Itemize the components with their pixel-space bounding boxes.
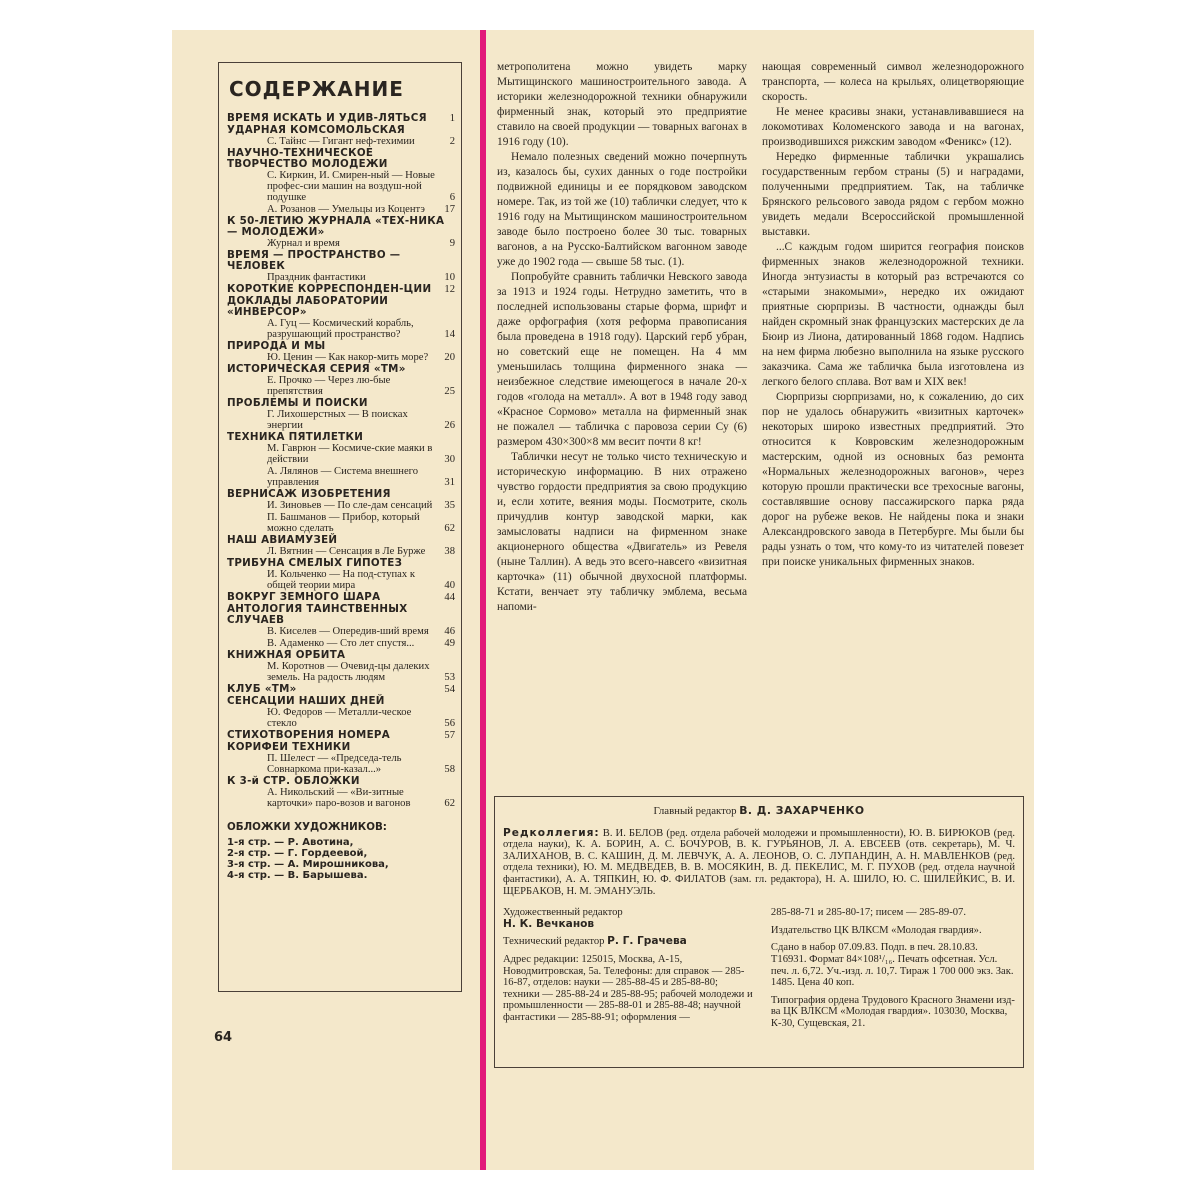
article-paragraph: Не менее красивы знаки, устанавливавшиеся на локомотивах Коломенского завода и на вагонах, производившихся рижским заводом «Феникс» (12). [762,106,1024,148]
toc-page-number: 57 [444,730,455,741]
toc-heading-line [227,604,455,626]
toc-entry [227,776,455,809]
article-paragraph: ...С каждым годом ширится география поисков фирменных знаков железнодорожной техники. Иногда энтузиасты в который раз встречаются со «старыми знакомыми», нередко их ожидают приятные сюрпризы. В частности, однажды был найден скромный знак французских мастерских де ла Бюир из Лиона, датированный 1868 годом. Надпись на нем фирма любезно выполнила на языке русского заказчика. Сама же табличка была изготовлена из легкого белого сплава. Вот вам и XIX век! [762,241,1024,388]
tech-editor-name: Р. Г. Грачева [607,935,687,948]
toc-entry [227,592,455,603]
toc-article-title: Ю. Ценин — Как накор-мить море? [267,352,429,363]
toc-page-number: 62 [444,523,455,534]
toc-section-heading: ВРЕМЯ ИСКАТЬ И УДИВ-ЛЯТЬСЯ [227,112,427,124]
article-paragraph: Таблички несут не только чисто техническую и историческую информацию. В них отражено чувство гордости предприятия за свою продукцию и, если хотите, веяния моды. Посмотрите, сколь причудлив контур заводской марки, как замысловаты надписи на фирменном знаке акционерного общества «Двигатель» из Ревеля (ныне Таллин). А ведь это всего-навсего «визитная карточка» (11) обычной двухосной платформы. Кстати, венчает эту табличку эмблема, весьма напоми- [497,451,747,613]
toc-section-heading: ВРЕМЯ — ПРОСТРАНСТВО — ЧЕЛОВЕК [227,249,401,272]
toc-article-title: П. Шелест — «Председа-тель Совнаркома при-казал...» [267,753,402,775]
toc-entry [227,148,455,203]
toc-page-number: 31 [444,477,455,488]
article-paragraph: Сюрпризы сюрпризами, но, к сожалению, до сих пор не удалось обнаружить «визитных карточек» некоторых широко известных предприятий. Это относится к Ковровским железнодорожным мастерским, одной из основных баз ремонта «Нормальных железнодорожных вагонов», через которую прошли практически все трехосные вагоны, составлявшие основу пассажирского парка ряда дорог на рубеже веков. Не найдены пока и знаки Александровского завода в Петербурге. Мы были бы рады узнать о том, что кому-то из читателей повезет при поиске уникальных фирменных знаков. [762,391,1024,568]
toc-article-title: А. Лялянов — Система внешнего управления [267,466,419,488]
toc-article-title: В. Киселев — Опередив-ший время [267,626,429,637]
toc-entry [227,604,455,637]
article-paragraph: Попробуйте сравнить таблички Невского завода за 1913 и 1924 годы. Нетрудно заметить, что в последней использованы старые форма, шрифт и даже орфография (хотя реформа правописания была проведена в 1918 году). Царский герб убран, но советский еще не помещен. На 4 мм уменьшилась толщина фирменного знака — неизбежное следствие имеющегося в начале 20-х годов «голода на металл». А вот в 1948 году завод «Красное Сормово» металла на фирменный знак не пожалел — табличка с паровоза серии Су (6) размером 430×300×8 мм весит почти 8 кг! [497,271,747,448]
toc-section-heading: ПРОБЛЕМЫ И ПОИСКИ [227,397,368,409]
toc-list [227,113,455,809]
editorial-phones: 285-88-71 и 285-80-17; писем — 285-89-07. [770,907,966,919]
toc-heading-line [227,148,455,170]
toc-article-line [227,170,455,203]
toc-heading-line [227,341,455,352]
toc-section-heading: НАШ АВИАМУЗЕЙ [227,534,338,546]
toc-article-line [227,546,455,557]
toc-page-number: 56 [444,718,455,729]
editorial-board-text: В. И. БЕЛОВ (ред. отдела рабочей молодежи и промышленности), Ю. В. БИРЮКОВ (ред. отдела науки), К. А. БОРИН, А. С. БОЧУРОВ, В. К. ГУРЬЯНОВ, Л. А. ЕВСЕЕВ (отв. секретарь), М. Ч. ЗАЛИХАНОВ, В. С. КАШИН, Д. М. ЛЕВЧУК, А. А. ЛЕОНОВ, О. С. ЛУПАНДИН, А. Н. МАВЛЕНКОВ (ред. отдела техники), Ю. М. МЕДВЕДЕВ, В. В. МОСЯКИН, В. Д. ПЕКЕЛИС, М. Г. ПУХОВ (ред. отдела научной фантастики), А. А. ТЯПКИН, Ю. Ф. ФИЛАТОВ (зам. гл. редактора), Н. А. ШИЛО, Ю. С. ШИЛЕЙКИС, В. И. ЩЕРБАКОВ, Н. М. ЭМАНУЭЛЬ. [503,827,1015,897]
toc-article-line [227,466,455,488]
editorial-left-column [503,907,757,1035]
table-of-contents [218,62,462,992]
toc-entry [227,364,455,397]
toc-page-number: 2 [449,136,455,147]
editorial-publisher: Издательство ЦК ВЛКСМ «Молодая гвардия». [770,924,982,936]
chief-editor-label: Главный редактор [653,805,737,817]
toc-section-heading: К 3-й СТР. ОБЛОЖКИ [227,775,360,787]
toc-entry [227,696,455,729]
toc-heading-line [227,216,455,238]
toc-article-line [227,569,455,591]
toc-entry [227,216,455,249]
toc-article-line [227,661,455,683]
toc-heading-line [227,296,455,318]
toc-section-heading: ВЕРНИСАЖ ИЗОБРЕТЕНИЯ [227,488,391,500]
toc-heading-line [227,364,455,375]
toc-article-title: Г. Лихошерстных — В поисках энергии [267,409,408,431]
toc-article-title: А. Розанов — Умельцы из Коцентэ [267,204,425,215]
toc-heading-line [227,776,455,787]
toc-entry [227,558,455,591]
chief-editor [503,805,1015,818]
toc-article-line [227,443,455,465]
toc-heading-line [227,489,455,500]
article-column-1 [497,60,747,615]
toc-article-title: С. Тайнс — Гигант неф-техимии [267,136,415,147]
toc-entry [227,466,455,488]
toc-article-title: Журнал и время [267,238,340,249]
toc-entry [227,284,455,295]
toc-heading-line [227,650,455,661]
page-number: 64 [214,1030,233,1045]
toc-article-title: М. Коротнов — Очевид-цы далеких земель. На радость людям [267,661,430,683]
toc-page-number: 12 [444,284,455,295]
cover-artist-line: 3-я стр. — А. Мирошникова, [227,859,389,870]
toc-heading-line [227,398,455,409]
toc-article-line [227,626,455,637]
editorial-address: Адрес редакции: 125015, Москва, А-15, Новодмитровская, 5а. Телефоны: для справок — 285-16-87, отделов: науки — 285-88-45 и 285-88-80; техники — 285-88-24 и 285-88-95; рабочей молодежи и промышленности — 285-88-01 и 285-88-48; научной фантастики — 285-88-91; оформления — [503,953,753,1023]
toc-page-number: 17 [444,204,455,215]
editorial-right-column [771,907,1015,1035]
toc-page-number: 58 [444,764,455,775]
toc-article-line [227,787,455,809]
toc-article-title: А. Никольский — «Ви-зитные карточки» паро-возов и вагонов [267,787,411,809]
article-paragraph: нающая современный символ железнодорожного транспорта, — колеса на крыльях, олицетворяющие скорость. [762,61,1024,103]
cover-artist-line: 2-я стр. — Г. Гордеевой, [227,848,368,859]
toc-page-number: 30 [444,454,455,465]
toc-section-heading: ИСТОРИЧЕСКАЯ СЕРИЯ «ТМ» [227,363,406,375]
toc-page-number: 14 [444,329,455,340]
toc-article-line [227,409,455,431]
magazine-page [172,30,1034,1170]
toc-page-number: 35 [444,500,455,511]
toc-entry [227,125,455,147]
toc-section-heading: К 50-ЛЕТИЮ ЖУРНАЛА «ТЕХ-НИКА — МОЛОДЕЖИ» [227,215,445,238]
toc-article-line [227,707,455,729]
toc-section-heading: ДОКЛАДЫ ЛАБОРАТОРИИ «ИНВЕРСОР» [227,295,389,318]
cover-artist-line: 1-я стр. — Р. Авотина, [227,837,354,848]
toc-entry [227,730,455,741]
toc-article-line [227,204,455,215]
article-paragraph: метрополитена можно увидеть марку Мытищинского машиностроительного завода. А историки железнодорожной техники обнаружили фирменный знак, который это предприятие ставило на своей продукции — товарных вагонах в 1916 году (10). [497,61,747,148]
toc-heading-line [227,250,455,272]
toc-article-title: В. Адаменко — Сто лет спустя... [267,638,415,649]
toc-article-line [227,238,455,249]
toc-entry [227,432,455,465]
toc-page-number: 54 [444,684,455,695]
toc-article-line [227,272,455,283]
cover-artists-title: ОБЛОЖКИ ХУДОЖНИКОВ: [227,821,387,833]
toc-section-heading: ТРИБУНА СМЕЛЫХ ГИПОТЕЗ [227,557,403,569]
toc-article-title: М. Гаврюн — Космиче-ские маяки в действии [267,443,433,465]
article-paragraph: Немало полезных сведений можно почерпнуть из, казалось бы, сухих данных о годе постройки подвижной единицы и ее порядковом заводском номере. Так, из той же (10) таблички следует, что к 1916 году на Мытищинском машиностроительном заводе было построено более 30 тыс. товарных вагонов, а на Русско-Балтийском вагонном заводе уже до 1902 года — свыше 58 тыс. (1). [497,151,747,268]
toc-heading-line [227,284,455,295]
toc-entry [227,250,455,283]
toc-section-heading: ТЕХНИКА ПЯТИЛЕТКИ [227,431,364,443]
toc-page-number: 6 [449,192,455,203]
toc-heading-line [227,742,455,753]
toc-section-heading: СЕНСАЦИИ НАШИХ ДНЕЙ [227,695,385,707]
toc-page-number: 9 [449,238,455,249]
toc-article-title: Е. Прочко — Через лю-бые препятствия [267,375,391,397]
editorial-board-label: Редколлегия: [503,826,600,839]
toc-article-line [227,136,455,147]
toc-entry [227,398,455,431]
toc-page-number: 38 [444,546,455,557]
toc-article-title: Праздник фантастики [267,272,366,283]
toc-heading-line [227,558,455,569]
toc-article-title: И. Кольченко — На под-ступах к общей теории мира [267,569,415,591]
editorial-printing-house: Типография ордена Трудового Красного Знамени изд-ва ЦК ВЛКСМ «Молодая гвардия». 103030, Москва, К-30, Сущевская, 21. [770,994,1015,1029]
toc-heading-line [227,113,455,124]
tech-editor [503,936,757,948]
toc-entry [227,204,455,215]
toc-article-title: П. Башманов — Прибор, который можно сделать [267,512,420,534]
art-editor-name: Н. К. Вечканов [503,917,595,930]
toc-entry [227,512,455,534]
toc-heading-line [227,730,455,741]
toc-page-number: 1 [449,113,455,124]
art-editor [503,907,757,930]
toc-entry [227,650,455,683]
toc-section-heading: УДАРНАЯ КОМСОМОЛЬСКАЯ [227,124,406,136]
toc-section-heading: КОРИФЕИ ТЕХНИКИ [227,741,351,753]
toc-entry [227,742,455,775]
toc-entry [227,113,455,124]
toc-entry [227,489,455,511]
toc-section-heading: АНТОЛОГИЯ ТАИНСТВЕННЫХ СЛУЧАЕВ [227,603,408,626]
toc-heading-line [227,535,455,546]
tech-editor-label: Технический редактор [503,936,605,948]
toc-article-title: А. Гуц — Космический корабль, разрушающий пространство? [267,318,414,340]
toc-entry [227,296,455,340]
toc-section-heading: ПРИРОДА И МЫ [227,340,326,352]
toc-article-line [227,375,455,397]
editorial-board [503,828,1015,898]
toc-section-heading: КНИЖНАЯ ОРБИТА [227,649,346,661]
editorial-box [494,796,1024,1068]
toc-entry [227,341,455,363]
toc-section-heading: КЛУБ «ТМ» [227,683,297,695]
toc-entry [227,684,455,695]
toc-article-line [227,352,455,363]
toc-section-heading: ВОКРУГ ЗЕМНОГО ШАРА [227,591,381,603]
article-paragraph: Нередко фирменные таблички украшались государственным гербом страны (5) и наградами, полученными предприятием. Так, на табличке Брянского рельсового завода рядом с гербом можно увидеть медали Всероссийской промышленной выставки. [762,151,1024,238]
toc-title: СОДЕРЖАНИЕ [229,77,404,101]
toc-page-number: 44 [444,592,455,603]
toc-page-number: 49 [444,638,455,649]
toc-article-line [227,500,455,511]
chief-editor-name: В. Д. ЗАХАРЧЕНКО [739,804,865,817]
toc-page-number: 26 [444,420,455,431]
cover-artists [227,821,455,881]
toc-page-number: 20 [444,352,455,363]
toc-section-heading: СТИХОТВОРЕНИЯ НОМЕРА [227,729,391,741]
toc-page-number: 25 [444,386,455,397]
toc-heading-line [227,592,455,603]
toc-article-line [227,638,455,649]
toc-heading-line [227,684,455,695]
toc-article-title: Л. Вятнин — Сенсация в Ле Бурже [267,546,426,557]
toc-heading-line [227,696,455,707]
toc-entry [227,638,455,649]
toc-article-line [227,753,455,775]
cover-artist-line: 4-я стр. — В. Барышева. [227,870,368,881]
toc-page-number: 53 [444,672,455,683]
art-editor-label: Художественный редактор [503,907,623,919]
article-column-2 [762,60,1024,570]
toc-page-number: 10 [444,272,455,283]
toc-entry [227,535,455,557]
editorial-details [503,907,1015,1035]
toc-heading-line [227,125,455,136]
toc-page-number: 40 [444,580,455,591]
toc-article-title: Ю. Федоров — Металли-ческое стекло [267,707,412,729]
toc-article-title: И. Зиновьев — По сле-дам сенсаций [267,500,433,511]
toc-article-line [227,512,455,534]
editorial-print-info: Сдано в набор 07.09.83. Подп. в печ. 28.10.83. Т16931. Формат 84×108¹/₁₆. Печать офсетная. Усл. печ. л. 6,72. Уч.-изд. л. 10,7. Тираж 1 700 000 экз. Зак. 1485. Цена 40 коп. [770,942,1014,989]
toc-article-line [227,318,455,340]
toc-heading-line [227,432,455,443]
toc-page-number: 46 [444,626,455,637]
toc-article-title: С. Киркин, И. Смирен-ный — Новые профес-сии машин на воздуш-ной подушке [267,170,435,203]
fold-line [480,30,486,1170]
toc-page-number: 62 [444,798,455,809]
toc-section-heading: КОРОТКИЕ КОРРЕСПОНДЕН-ЦИИ [227,283,432,295]
toc-section-heading: НАУЧНО-ТЕХНИЧЕСКОЕ ТВОРЧЕСТВО МОЛОДЕЖИ [227,147,388,170]
